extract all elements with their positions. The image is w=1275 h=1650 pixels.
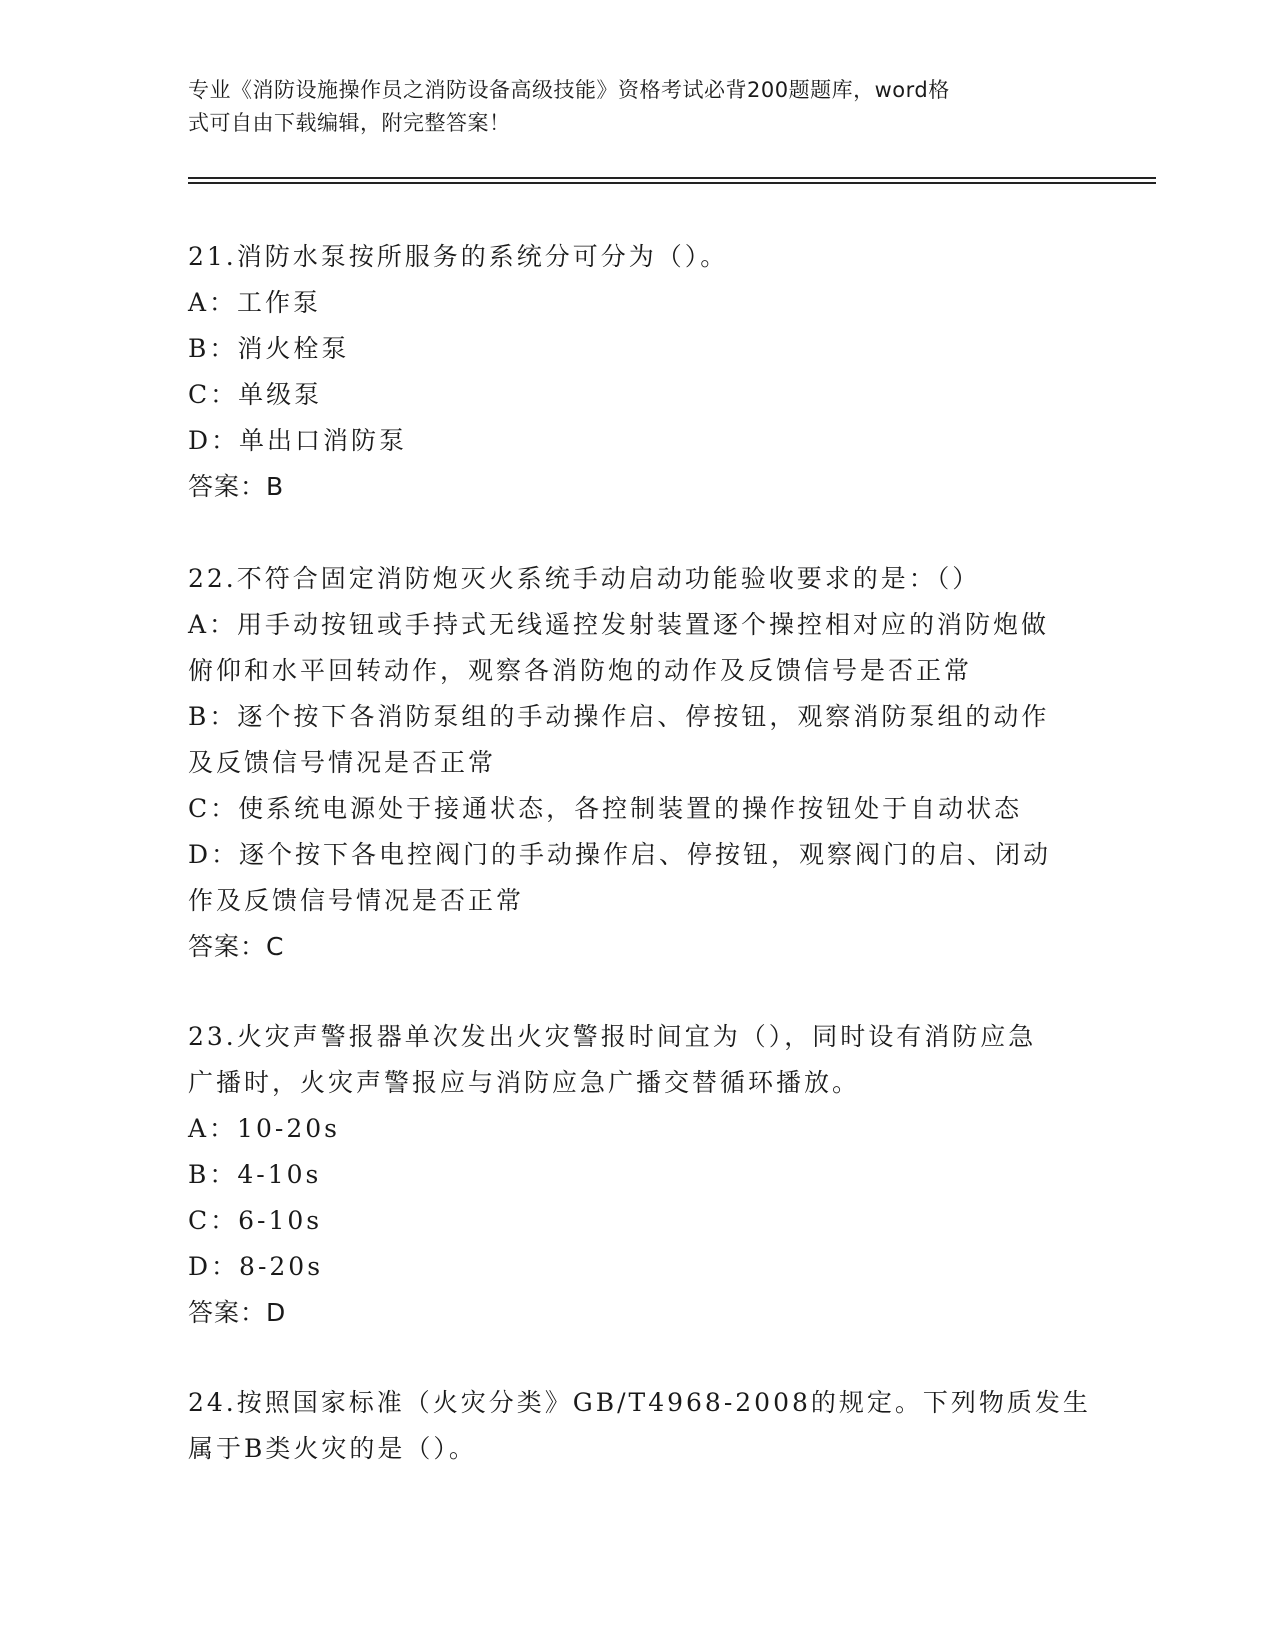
- option-c: C：单级泵: [188, 380, 323, 409]
- question-21: [188, 234, 1088, 510]
- option-a: A：10-20s: [188, 1114, 340, 1143]
- question-stem: 22.不符合固定消防炮灭火系统手动启动功能验收要求的是：（）: [188, 564, 981, 593]
- question-stem-continued: 广播时，火灾声警报应与消防应急广播交替循环播放。: [188, 1068, 861, 1097]
- option-d: D：逐个按下各电控阀门的手动操作启、停按钮，观察阀门的启、闭动: [188, 840, 1052, 869]
- question-stem: 23.火灾声警报器单次发出火灾警报时间宜为（），同时设有消防应急: [188, 1022, 1037, 1051]
- answer-line: 答案：D: [188, 1298, 287, 1327]
- option-d: D：单出口消防泵: [188, 426, 408, 455]
- question-stem: 21.消防水泵按所服务的系统分可分为（）。: [188, 242, 729, 271]
- question-stem: 24.按照国家标准（火灾分类》GB/T4968-2008的规定。下列物质发生: [188, 1388, 1091, 1417]
- option-b: B：4-10s: [188, 1160, 322, 1189]
- question-22: [188, 556, 1088, 970]
- option-d-continued: 作及反馈信号情况是否正常: [188, 886, 525, 915]
- answer-line: 答案：C: [188, 932, 285, 961]
- option-c: C：6-10s: [188, 1206, 323, 1235]
- header-line-1: 专业《消防设施操作员之消防设备高级技能》资格考试必背200题题库，word格: [188, 78, 950, 102]
- question-stem-continued: 属于B类火灾的是（）。: [188, 1434, 477, 1463]
- option-b: B：消火栓泵: [188, 334, 350, 363]
- document-header: [188, 74, 1068, 140]
- option-b: B：逐个按下各消防泵组的手动操作启、停按钮，观察消防泵组的动作: [188, 702, 1050, 731]
- header-divider-top: [188, 177, 1156, 179]
- question-24: [188, 1380, 1091, 1472]
- option-a-continued: 俯仰和水平回转动作，观察各消防炮的动作及反馈信号是否正常: [188, 656, 973, 685]
- question-23: [188, 1014, 1088, 1336]
- option-d: D：8-20s: [188, 1252, 324, 1281]
- header-divider-bottom: [188, 182, 1156, 184]
- option-c: C：使系统电源处于接通状态，各控制装置的操作按钮处于自动状态: [188, 794, 1023, 823]
- option-a: A：用手动按钮或手持式无线遥控发射装置逐个操控相对应的消防炮做: [188, 610, 1050, 639]
- answer-line: 答案：B: [188, 472, 285, 501]
- option-b-continued: 及反馈信号情况是否正常: [188, 748, 497, 777]
- option-a: A：工作泵: [188, 288, 322, 317]
- header-line-2: 式可自由下载编辑，附完整答案！: [188, 111, 511, 135]
